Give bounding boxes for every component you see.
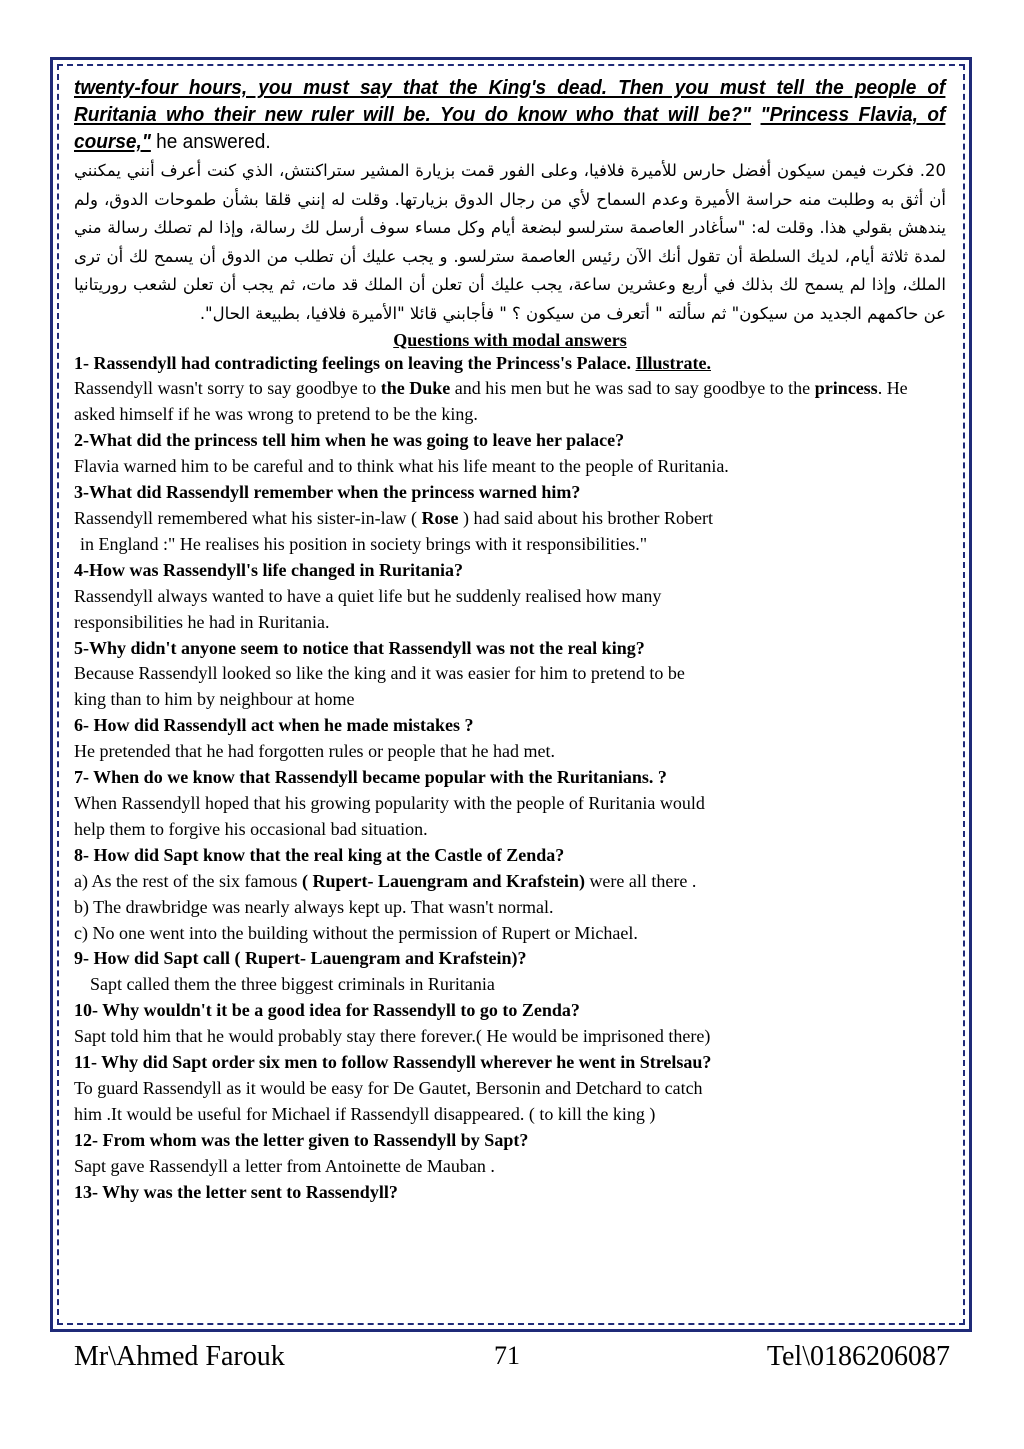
question-5: 5-Why didn't anyone seem to notice that Rassendyll was not the real king? — [74, 637, 645, 658]
question-12: 12- From whom was the letter given to Rassendyll by Sapt? — [74, 1129, 529, 1150]
answer-3-part: ) had said about his brother Robert — [463, 508, 713, 528]
answer-7-line-1: When Rassendyll hoped that his growing popularity with the people of Ruritania would — [74, 792, 705, 813]
dialogue-paragraph — [74, 74, 945, 155]
answer-4-line-1: Rassendyll always wanted to have a quiet life but he suddenly realised how many — [74, 585, 662, 606]
answer-5-line-1: Because Rassendyll looked so like the king and it was easier for him to pretend to be — [74, 663, 685, 684]
answer-10: Sapt told him that he would probably stay there forever.( He would be imprisoned there) — [74, 1026, 711, 1047]
arabic-translation: 20. فكرت فيمن سيكون أفضل حارس للأميرة فلافيا، وعلى الفور قمت بزيارة المشير ستراكنتش، الذي كنت أعرف أنني يمكنني أن أثق به وطلبت منه حراسة الأميرة وعدم السماح لأي من رجال الدوق بزيارتها. وقلت له إنني قلقا بشأن طموحات الدوق، ولم يندهش بقولي هذا. وقلت له: "سأغادر العاصمة سترلسو لبضعة أيام وكل مساء سوف أرسل لك رسالة، وإذا لم تصلك رسالة مني لمدة ثلاثة أيام، لديك السلطة أن تقول أنك الآن رئيس العاصمة سترلسو. و يجب عليك أن تطلب من الدوق أن يسمح لك أن ترى الملك، وإذا لم يسمح لك بذلك في أربع وعشرين ساعة، يجب عليك أن تعلن أن الملك قد مات، ثم يجب أن تعلن لشعب روريتانيا عن حاكمهم الجديد من سيكون" ثم سألته " أتعرف من سيكون ؟ " فأجابني قائلا "الأميرة فلافيا، بطبيعة الحال". — [74, 161, 946, 323]
dialogue-underlined-2: "Princess Flavia, of course," — [74, 103, 946, 153]
answer-5-line-2: king than to him by neighbour at home — [74, 689, 355, 710]
answer-4-line-2: responsibilities he had in Ruritania. — [74, 611, 330, 632]
answer-6: He pretended that he had forgotten rules or people that he had met. — [74, 741, 555, 762]
question-10: 10- Why wouldn't it be a good idea for Rassendyll to go to Zenda? — [74, 1000, 580, 1021]
answer-7-line-2: help them to forgive his occasional bad situation. — [74, 818, 428, 839]
dialogue-underlined-1: twenty-four hours, you must say that the King's dead. Then you must tell the people of Ruritania who their new ruler will be. You do know who that will be?" — [74, 76, 946, 126]
dialogue-rest: he answered. — [150, 130, 271, 153]
answer-8c: c) No one went into the building without the permission of Rupert or Michael. — [74, 922, 638, 943]
answer-12: Sapt gave Rassendyll a letter from Antoinette de Mauban . — [74, 1155, 495, 1176]
answer-1-princess: princess — [814, 378, 878, 399]
question-6: 6- How did Rassendyll act when he made mistakes ? — [74, 715, 474, 736]
answer-1 — [74, 376, 946, 428]
question-1-illustrate: Illustrate. — [635, 352, 711, 373]
answer-8a — [74, 869, 946, 895]
answer-11-line-2: him .It would be useful for Michael if Rassendyll disappeared. ( to kill the king ) — [74, 1103, 656, 1124]
answer-9: Sapt called them the three biggest criminals in Ruritania — [90, 974, 495, 995]
answer-8a-names: ( Rupert- Lauengram and Krafstein) — [301, 870, 585, 891]
answer-8b: b) The drawbridge was nearly always kept up. That wasn't normal. — [74, 896, 554, 917]
page-footer — [74, 1341, 950, 1381]
answer-1-duke: the Duke — [380, 378, 451, 399]
question-2: 2-What did the princess tell him when he was going to leave her palace? — [74, 430, 625, 451]
footer-phone: Tel\0186206087 — [766, 1341, 950, 1372]
footer-author: Mr\Ahmed Farouk — [74, 1341, 285, 1372]
answer-1-part: . He asked himself if he was wrong to pretend to be the king. — [74, 378, 908, 425]
question-8: 8- How did Sapt know that the real king at the Castle of Zenda? — [74, 844, 565, 865]
page-content — [74, 74, 946, 1205]
answer-3-line-2: in England :" He realises his position in society brings with it responsibilities." — [80, 533, 648, 554]
answer-3-rose: Rose — [421, 508, 459, 528]
answer-8a-part: a) As the rest of the six famous — [74, 870, 298, 891]
question-1 — [74, 351, 946, 377]
answer-8a-part: were all there . — [589, 870, 697, 891]
answer-11-line-1: To guard Rassendyll as it would be easy for De Gautet, Bersonin and Detchard to catch — [74, 1077, 703, 1098]
question-4: 4-How was Rassendyll's life changed in Ruritania? — [74, 559, 464, 580]
answer-2: Flavia warned him to be careful and to think what his life meant to the people of Ruritania. — [74, 456, 729, 477]
question-7: 7- When do we know that Rassendyll became popular with the Ruritanians. ? — [74, 767, 667, 788]
question-13: 13- Why was the letter sent to Rassendyll? — [74, 1181, 398, 1202]
answer-3-part: Rassendyll remembered what his sister-in-law ( — [74, 508, 418, 528]
answer-1-part: and his men but he was sad to say goodbye to the — [454, 378, 811, 399]
answer-3 — [74, 506, 946, 532]
question-11: 11- Why did Sapt order six men to follow Rassendyll wherever he went in Strelsau? — [74, 1052, 712, 1073]
question-9: 9- How did Sapt call ( Rupert- Lauengram and Krafstein)? — [74, 948, 527, 969]
question-1-text: 1- Rassendyll had contradicting feelings on leaving the Princess's Palace. — [74, 352, 631, 373]
page-number: 71 — [494, 1341, 520, 1370]
section-title: Questions with modal answers — [393, 329, 627, 350]
question-3: 3-What did Rassendyll remember when the princess warned him? — [74, 482, 581, 503]
answer-1-part: Rassendyll wasn't sorry to say goodbye to — [74, 378, 377, 399]
